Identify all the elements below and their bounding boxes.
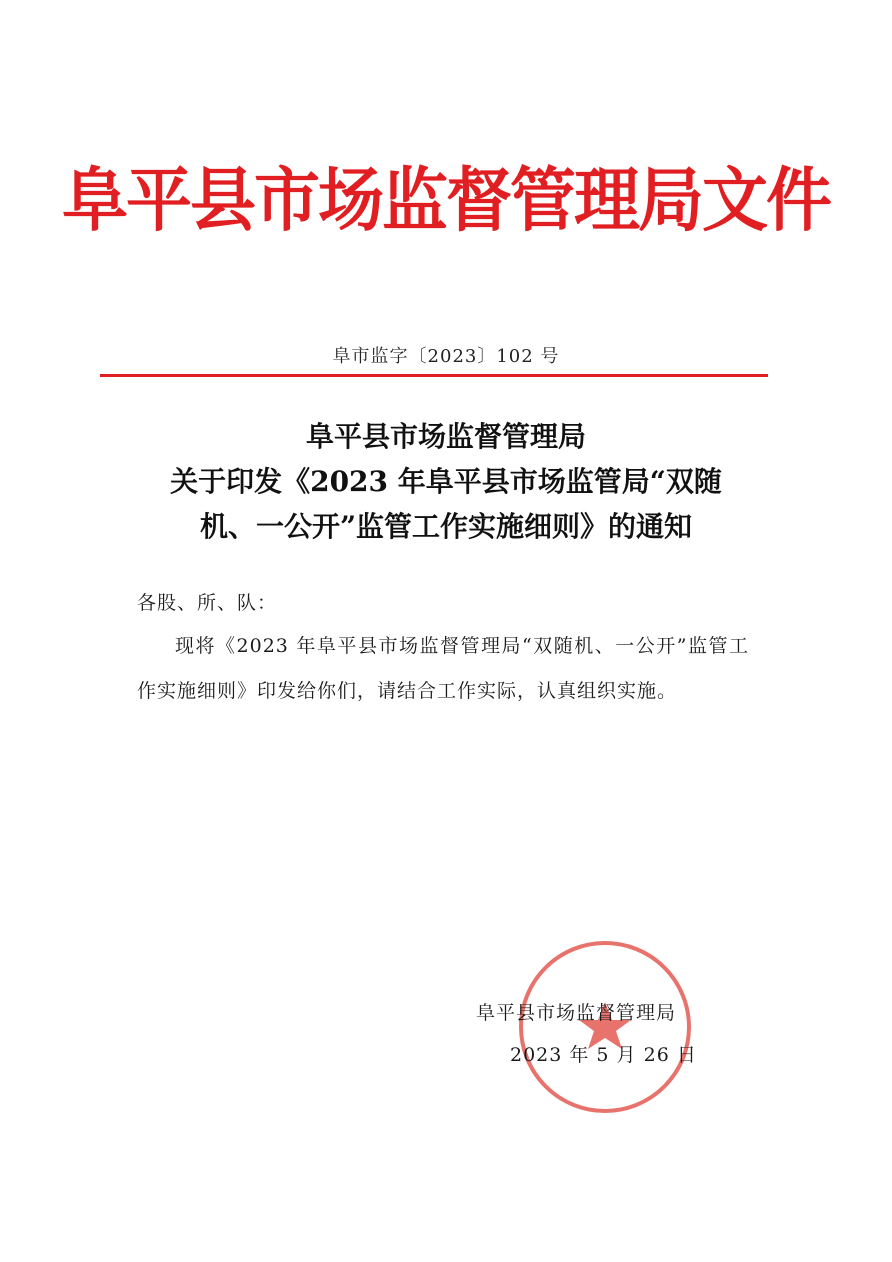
issue-date: 2023 年 5 月 26 日 <box>510 1044 697 1066</box>
title-line: 关于印发《2023 年阜平县市场监管局“双随 <box>170 465 722 498</box>
title-line: 阜平县市场监督管理局 <box>305 420 586 453</box>
official-seal <box>512 934 698 1120</box>
document-title <box>120 414 772 549</box>
salutation: 各股、所、队： <box>137 592 278 614</box>
issuer-banner: 阜平县市场监督管理局文件 <box>62 159 830 241</box>
title-line: 机、一公开”监管工作实施细则》的通知 <box>199 510 693 543</box>
red-divider <box>100 374 768 377</box>
issuer-signature: 阜平县市场监督管理局 <box>476 1002 677 1024</box>
body-paragraph: 现将《2023 年阜平县市场监督管理局“双随机、一公开”监管工作实施细则》印发给你们，请结合工作实际，认真组织实施。 <box>137 635 749 702</box>
document-number: 阜市监字〔2023〕102 号 <box>332 346 560 367</box>
